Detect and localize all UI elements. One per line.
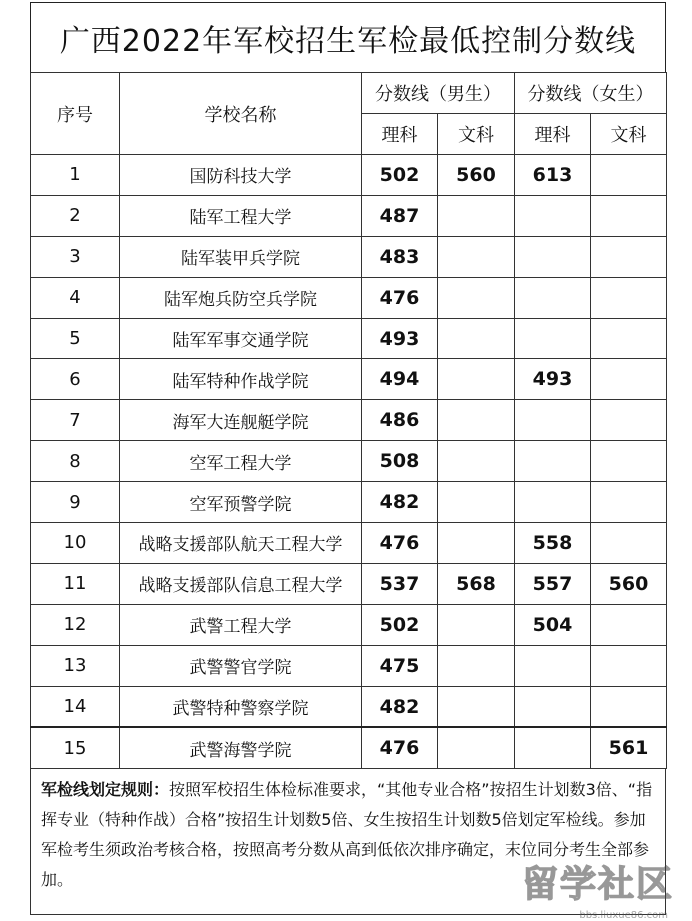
male-science-cell: 476 bbox=[362, 277, 438, 318]
female-arts-cell bbox=[591, 277, 667, 318]
table-row bbox=[31, 400, 667, 441]
table-row bbox=[31, 727, 667, 768]
male-arts-cell bbox=[438, 645, 515, 686]
female-arts-cell bbox=[591, 604, 667, 645]
index-cell: 11 bbox=[31, 563, 120, 604]
female-science-cell bbox=[515, 236, 591, 277]
female-arts-cell bbox=[591, 441, 667, 482]
male-arts-cell: 568 bbox=[438, 563, 515, 604]
table-row bbox=[31, 645, 667, 686]
female-science-cell bbox=[515, 482, 591, 523]
table-row bbox=[31, 195, 667, 236]
school-name-cell: 陆军特种作战学院 bbox=[120, 359, 362, 400]
female-arts-cell bbox=[591, 155, 667, 196]
male-science-cell: 502 bbox=[362, 604, 438, 645]
table-row bbox=[31, 604, 667, 645]
female-science-cell bbox=[515, 727, 591, 768]
male-arts-cell bbox=[438, 236, 515, 277]
male-science-cell: 476 bbox=[362, 523, 438, 564]
index-cell: 13 bbox=[31, 645, 120, 686]
male-science-cell: 493 bbox=[362, 318, 438, 359]
table-row bbox=[31, 318, 667, 359]
school-name-cell: 武警特种警察学院 bbox=[120, 686, 362, 727]
table-body bbox=[31, 155, 667, 769]
index-cell: 7 bbox=[31, 400, 120, 441]
male-science-cell: 482 bbox=[362, 686, 438, 727]
female-science-cell bbox=[515, 318, 591, 359]
header-index: 序号 bbox=[31, 73, 120, 155]
table-row bbox=[31, 155, 667, 196]
school-name-cell: 陆军装甲兵学院 bbox=[120, 236, 362, 277]
male-science-cell: 537 bbox=[362, 563, 438, 604]
male-arts-cell bbox=[438, 400, 515, 441]
female-science-cell: 558 bbox=[515, 523, 591, 564]
male-science-cell: 486 bbox=[362, 400, 438, 441]
index-cell: 15 bbox=[31, 727, 120, 768]
index-cell: 8 bbox=[31, 441, 120, 482]
table-row bbox=[31, 359, 667, 400]
male-science-cell: 494 bbox=[362, 359, 438, 400]
male-arts-cell bbox=[438, 523, 515, 564]
male-arts-cell bbox=[438, 727, 515, 768]
male-science-cell: 483 bbox=[362, 236, 438, 277]
school-name-cell: 陆军军事交通学院 bbox=[120, 318, 362, 359]
female-science-cell bbox=[515, 645, 591, 686]
female-arts-cell bbox=[591, 686, 667, 727]
table-row bbox=[31, 523, 667, 564]
school-name-cell: 国防科技大学 bbox=[120, 155, 362, 196]
school-name-cell: 武警海警学院 bbox=[120, 727, 362, 768]
header-female-science: 理科 bbox=[515, 114, 591, 155]
female-science-cell bbox=[515, 400, 591, 441]
male-science-cell: 508 bbox=[362, 441, 438, 482]
watermark-logo bbox=[521, 856, 674, 921]
index-cell: 12 bbox=[31, 604, 120, 645]
female-arts-cell bbox=[591, 236, 667, 277]
watermark-text: 留学社区 bbox=[521, 864, 674, 905]
score-table bbox=[30, 72, 667, 769]
female-science-cell bbox=[515, 277, 591, 318]
female-science-cell: 557 bbox=[515, 563, 591, 604]
female-science-cell: 504 bbox=[515, 604, 591, 645]
table-row bbox=[31, 441, 667, 482]
index-cell: 5 bbox=[31, 318, 120, 359]
school-name-cell: 空军预警学院 bbox=[120, 482, 362, 523]
male-arts-cell bbox=[438, 359, 515, 400]
header-school: 学校名称 bbox=[120, 73, 362, 155]
male-arts-cell bbox=[438, 195, 515, 236]
female-arts-cell bbox=[591, 318, 667, 359]
index-cell: 4 bbox=[31, 277, 120, 318]
score-sheet bbox=[30, 2, 666, 915]
rules-text: 按照军校招生体检标准要求，“其他专业合格”按招生计划数3倍、“指挥专业（特种作战）合格”按招生计划数5倍、女生按招生计划数5倍划定军检线。参加军检考生须政治考核合格，按照高考分数从高到低依次排序确定，末位同分考生全部参加。 bbox=[41, 780, 653, 890]
female-arts-cell bbox=[591, 645, 667, 686]
index-cell: 10 bbox=[31, 523, 120, 564]
school-name-cell: 空军工程大学 bbox=[120, 441, 362, 482]
male-science-cell: 482 bbox=[362, 482, 438, 523]
female-arts-cell: 561 bbox=[591, 727, 667, 768]
male-science-cell: 475 bbox=[362, 645, 438, 686]
header-male-group: 分数线（男生） bbox=[362, 73, 515, 114]
male-arts-cell bbox=[438, 604, 515, 645]
male-arts-cell bbox=[438, 686, 515, 727]
female-science-cell bbox=[515, 686, 591, 727]
header-male-science: 理科 bbox=[362, 114, 438, 155]
school-name-cell: 陆军炮兵防空兵学院 bbox=[120, 277, 362, 318]
school-name-cell: 武警工程大学 bbox=[120, 604, 362, 645]
header-male-arts: 文科 bbox=[438, 114, 515, 155]
table-row bbox=[31, 236, 667, 277]
table-row bbox=[31, 686, 667, 727]
male-arts-cell bbox=[438, 482, 515, 523]
male-science-cell: 476 bbox=[362, 727, 438, 768]
female-science-cell: 493 bbox=[515, 359, 591, 400]
index-cell: 2 bbox=[31, 195, 120, 236]
female-arts-cell: 560 bbox=[591, 563, 667, 604]
school-name-cell: 陆军工程大学 bbox=[120, 195, 362, 236]
male-science-cell: 487 bbox=[362, 195, 438, 236]
female-science-cell bbox=[515, 441, 591, 482]
index-cell: 3 bbox=[31, 236, 120, 277]
page-title: 广西2022年军校招生军检最低控制分数线 bbox=[30, 2, 666, 72]
index-cell: 6 bbox=[31, 359, 120, 400]
table-row bbox=[31, 277, 667, 318]
school-name-cell: 海军大连舰艇学院 bbox=[120, 400, 362, 441]
header-female-group: 分数线（女生） bbox=[515, 73, 667, 114]
index-cell: 9 bbox=[31, 482, 120, 523]
school-name-cell: 武警警官学院 bbox=[120, 645, 362, 686]
male-arts-cell: 560 bbox=[438, 155, 515, 196]
table-row bbox=[31, 563, 667, 604]
male-arts-cell bbox=[438, 277, 515, 318]
school-name-cell: 战略支援部队航天工程大学 bbox=[120, 523, 362, 564]
table-row bbox=[31, 482, 667, 523]
rules-label: 军检线划定规则： bbox=[41, 780, 170, 800]
female-arts-cell bbox=[591, 359, 667, 400]
male-arts-cell bbox=[438, 441, 515, 482]
index-cell: 1 bbox=[31, 155, 120, 196]
female-arts-cell bbox=[591, 523, 667, 564]
index-cell: 14 bbox=[31, 686, 120, 727]
female-science-cell bbox=[515, 195, 591, 236]
male-science-cell: 502 bbox=[362, 155, 438, 196]
female-arts-cell bbox=[591, 195, 667, 236]
watermark-url: bbs.liuxue86.com bbox=[579, 910, 668, 921]
header-female-arts: 文科 bbox=[591, 114, 667, 155]
male-arts-cell bbox=[438, 318, 515, 359]
female-arts-cell bbox=[591, 482, 667, 523]
female-science-cell: 613 bbox=[515, 155, 591, 196]
female-arts-cell bbox=[591, 400, 667, 441]
school-name-cell: 战略支援部队信息工程大学 bbox=[120, 563, 362, 604]
